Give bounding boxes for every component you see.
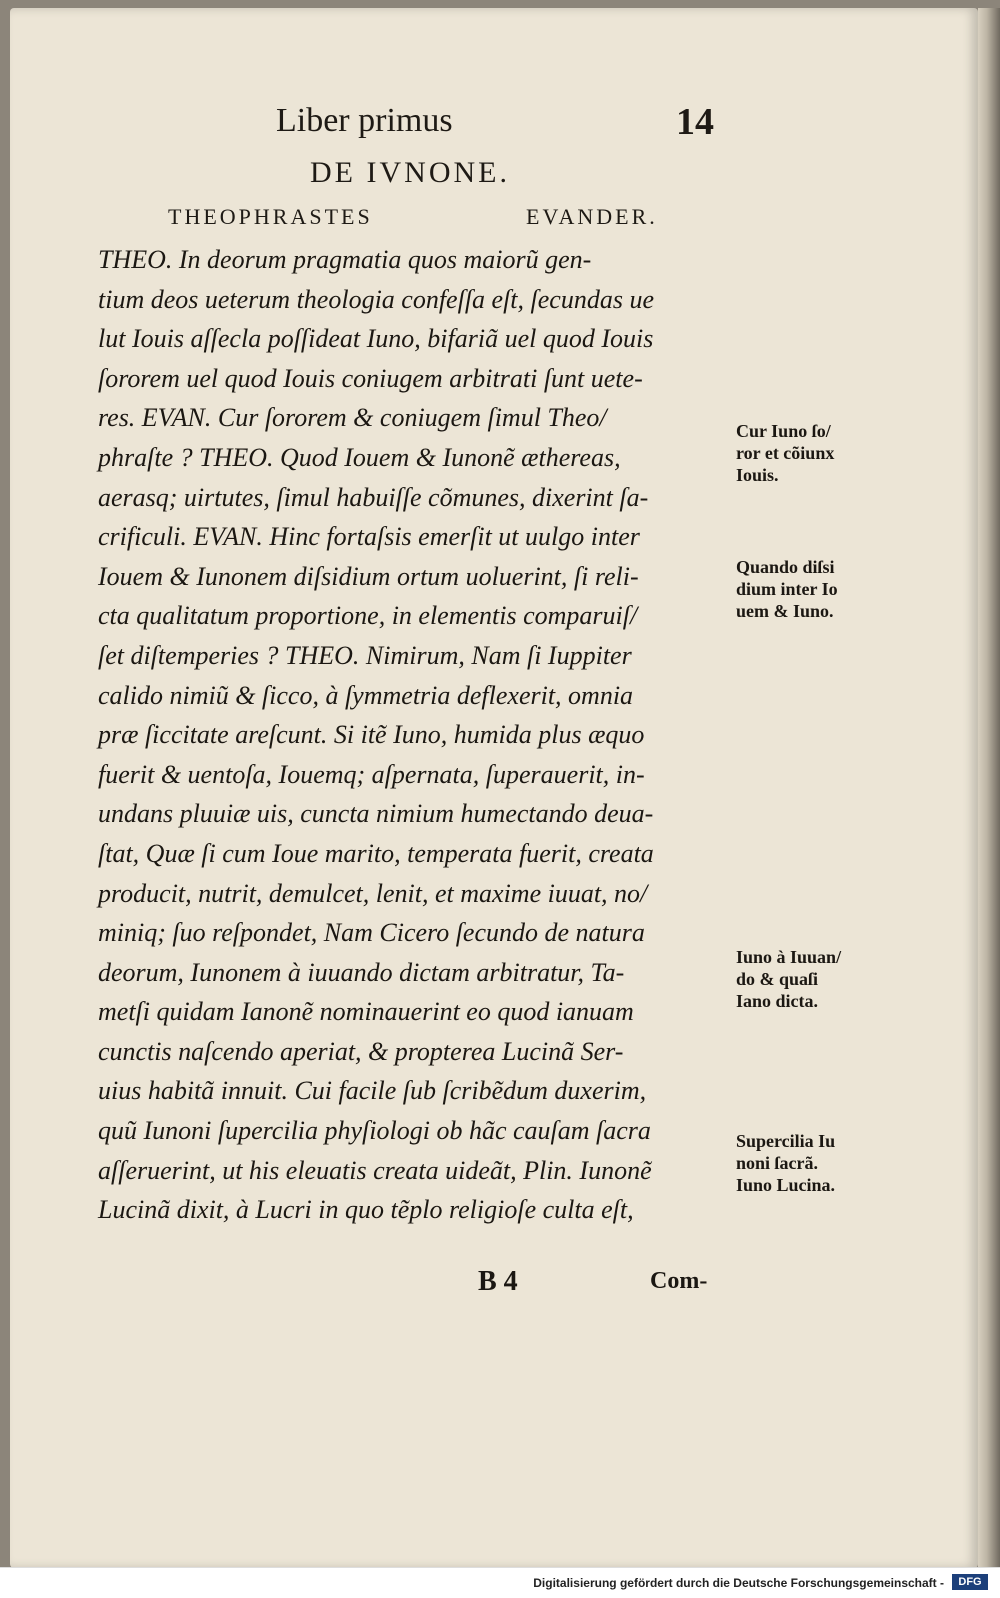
text-line: ſtat, Quæ ſi cum Ioue marito, temperata fuerit, creata: [98, 838, 654, 868]
margin-note-line: Iano dicta.: [736, 991, 819, 1011]
text-line: aerasq; uirtutes, ſimul habuiſſe cõmunes, dixerint ſa-: [98, 482, 649, 512]
text-line: Iouem & Iunonem diſsidium ortum uoluerint, ſi reli-: [98, 561, 639, 591]
dfg-logo: DFG: [952, 1574, 988, 1590]
text-line: miniq; ſuo reſpondet, Nam Cicero ſecundo de natura: [98, 918, 645, 948]
margin-note-line: Iuno à Iuuan/: [736, 947, 842, 967]
text-line: uius habitã innuit. Cui facile ſub ſcribẽdum duxerim,: [98, 1076, 647, 1106]
funding-credit: Digitalisierung gefördert durch die Deutsche Forschungsgemeinschaft -: [533, 1576, 944, 1590]
body-text: [98, 240, 724, 1230]
margin-note: [736, 556, 886, 622]
catchline: [478, 1266, 738, 1302]
margin-note-line: Cur Iuno ſo/: [736, 421, 831, 441]
text-line: THEO. In deorum pragmatia quos maiorũ gen-: [98, 245, 592, 274]
text-line: calido nimiũ & ſicco, à ſymmetria deflexerit, omnia: [98, 680, 634, 710]
text-line: producit, nutrit, demulcet, lenit, et maxime iuuat, no/: [98, 878, 648, 908]
catchword: Com-: [650, 1268, 708, 1294]
speaker-theophrastes: THEOPHRASTES: [168, 204, 373, 229]
text-line: res. EVAN. Cur ſororem & coniugem ſimul Theo/: [98, 403, 607, 433]
text-line: crificuli. EVAN. Hinc fortaſsis emerſit ut uulgo inter: [98, 522, 640, 552]
running-head: [276, 98, 736, 148]
margin-note-line: dium inter Io: [736, 579, 838, 599]
margin-note-line: uem & Iuno.: [736, 601, 834, 621]
text-line: undans pluuiæ uis, cuncta nimium humectando deua-: [98, 799, 654, 829]
margin-note-line: Iuno Lucina.: [736, 1175, 836, 1195]
text-line: lut Iouis aſſecla poſſideat Iuno, bifariã uel quod Iouis: [98, 324, 654, 354]
text-line: fuerit & uentoſa, Iouemq; aſpernata, ſuperauerit, in-: [98, 759, 645, 789]
margin-note-line: Quando diſsi: [736, 557, 835, 577]
text-line: ſororem uel quod Iouis coniugem arbitrati ſunt uete-: [98, 363, 643, 393]
running-head-title: Liber primus: [276, 102, 453, 139]
text-line: tium deos ueterum theologia confeſſa eſt, ſecundas ue: [98, 284, 654, 314]
margin-note-line: Supercilia Iu: [736, 1131, 836, 1151]
margin-note-line: noni ſacrã.: [736, 1153, 819, 1173]
text-line: metſi quidam Ianonẽ nominauerint eo quod ianuam: [98, 997, 634, 1027]
text-line: phraſte ? THEO. Quod Iouem & Iunonẽ æthereas,: [98, 442, 621, 472]
page-edge: [978, 8, 1000, 1568]
page-number: 14: [676, 101, 714, 143]
text-line: cta qualitatum proportione, in elementis comparuiſ/: [98, 601, 638, 631]
speaker-evander: EVANDER.: [526, 204, 658, 229]
chapter-title: DE IVNONE.: [310, 156, 510, 189]
margin-note-line: ror et cõiunx: [736, 443, 835, 463]
text-line: præ ſiccitate areſcunt. Si itẽ Iuno, humida plus æquo: [98, 720, 645, 750]
text-line: aſſeruerint, ut his eleuatis creata uideãt, Plin. Iunonẽ: [98, 1155, 652, 1185]
text-line: cunctis naſcendo aperiat, & propterea Lucinã Ser-: [98, 1036, 624, 1066]
margin-note-line: Iouis.: [736, 465, 779, 485]
signature-mark: B 4: [478, 1266, 518, 1297]
text-line: quũ Iunoni ſupercilia phyſiologi ob hãc cauſam ſacra: [98, 1116, 651, 1146]
margin-note: [736, 420, 886, 486]
margin-note: [736, 1130, 886, 1196]
text-line: deorum, Iunonem à iuuando dictam arbitratur, Ta-: [98, 957, 625, 987]
margin-note: [736, 946, 886, 1012]
digitization-credit-bar: [0, 1567, 1000, 1598]
dialogue-speakers: [168, 204, 728, 234]
text-line: ſet diſtemperies ? THEO. Nimirum, Nam ſi Iuppiter: [98, 640, 632, 670]
margin-note-line: do & quaſi: [736, 969, 819, 989]
text-line: Lucinã dixit, à Lucri in quo tẽplo religioſe culta eſt,: [98, 1195, 634, 1225]
